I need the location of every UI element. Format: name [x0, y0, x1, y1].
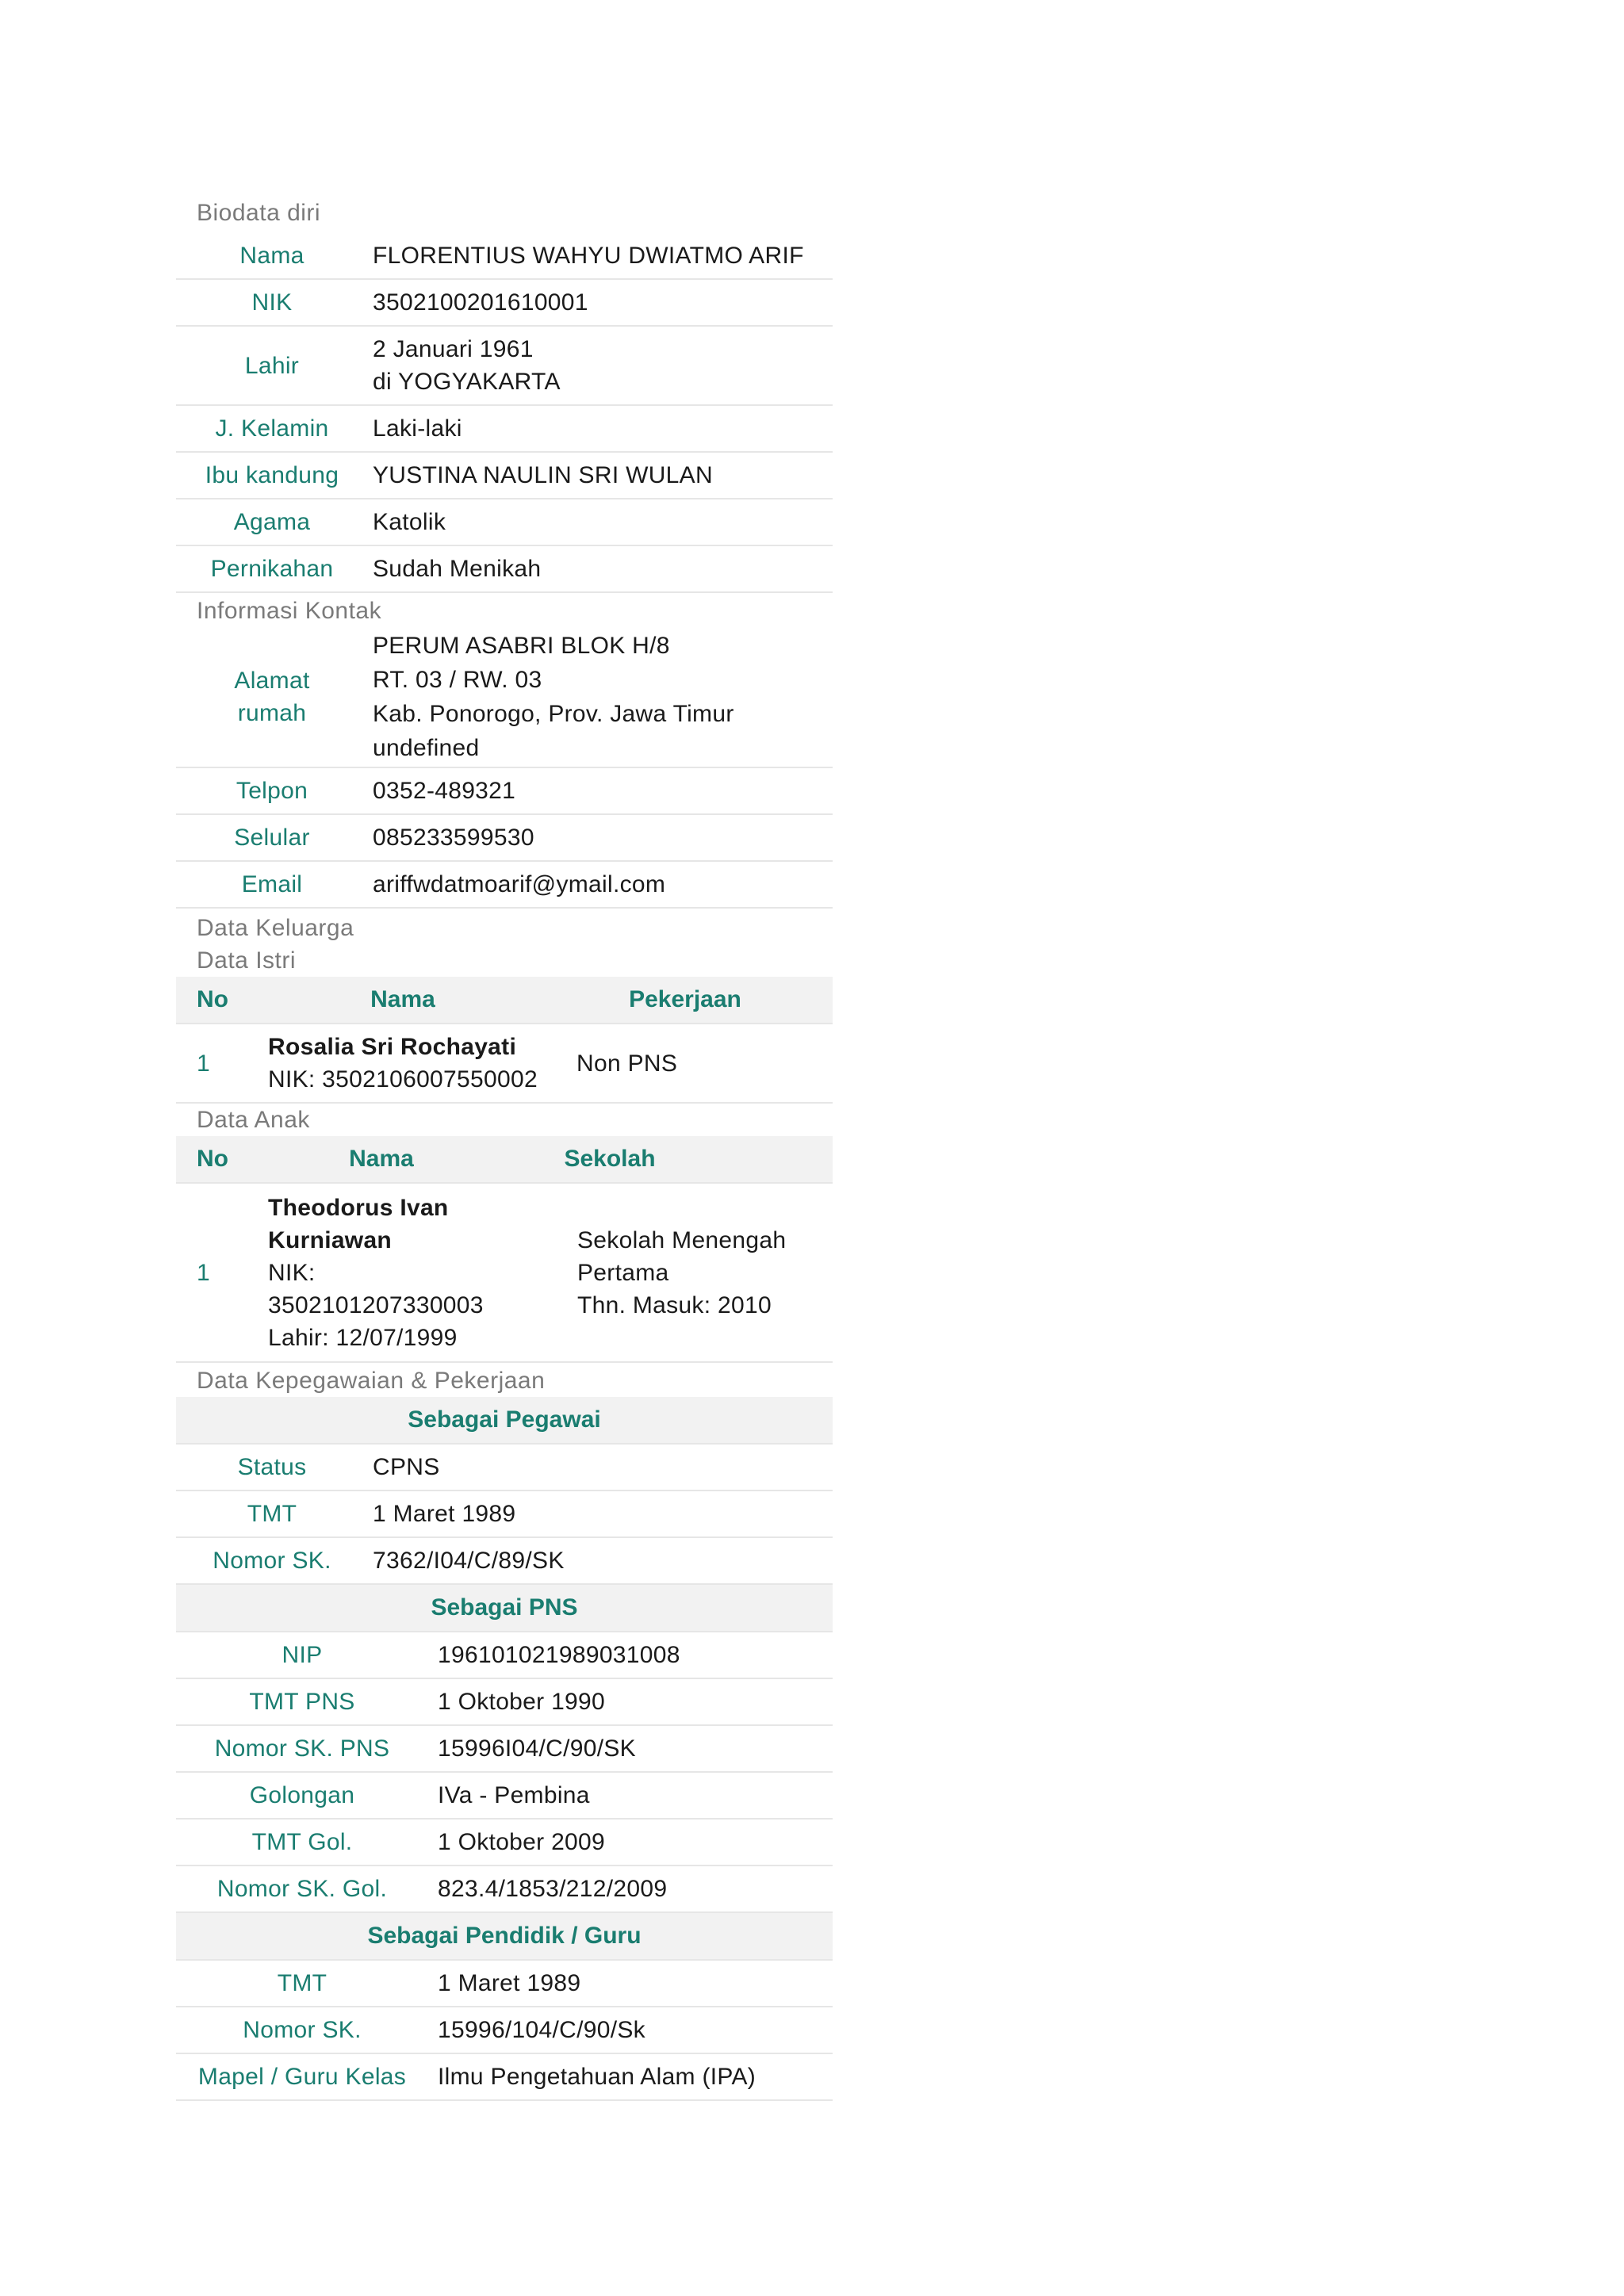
field-value: 15996/104/C/90/Sk: [438, 2017, 645, 2043]
field-row-email: [176, 862, 833, 909]
field-value: CPNS: [373, 1454, 440, 1480]
field-row-agama: [176, 499, 833, 546]
anak-table-header: [176, 1136, 833, 1184]
field-label: Lahir: [244, 352, 300, 379]
istri-no: 1: [197, 1050, 210, 1077]
field-value: 0352-489321: [373, 778, 516, 804]
anak-no: 1: [197, 1259, 210, 1286]
anak-sekolah: Sekolah Menengah: [577, 1226, 787, 1253]
field-row-nik: [176, 280, 833, 327]
field-label: Selular: [234, 825, 310, 851]
field-row-nip: [176, 1632, 833, 1679]
col-nama: Nama: [349, 1146, 414, 1172]
field-value: [368, 333, 833, 398]
field-row-status: [176, 1445, 833, 1491]
field-value: 823.4/1853/212/2009: [438, 1876, 668, 1902]
field-row-alamat: [176, 627, 833, 768]
section-kontak-heading: Informasi Kontak: [197, 598, 382, 624]
birth-date: 2 Januari 1961: [373, 336, 534, 362]
band-sebagai-pegawai: Sebagai Pegawai: [176, 1397, 833, 1445]
email-value: ariffwdatmoarif@ymail.com: [373, 871, 666, 897]
field-row-kelamin: [176, 406, 833, 453]
field-row-tmt-pns: [176, 1679, 833, 1726]
field-value: Laki-laki: [373, 415, 462, 442]
field-row-guru-nomor-sk: [176, 2007, 833, 2054]
field-label: TMT PNS: [249, 1689, 355, 1715]
field-value: 3502100201610001: [373, 289, 588, 316]
field-value: 1 Oktober 2009: [438, 1829, 606, 1855]
field-label: Ibu kandung: [205, 462, 339, 488]
address-value: [368, 629, 833, 765]
section-istri-heading: Data Istri: [197, 947, 297, 974]
address-line: undefined: [373, 735, 480, 761]
field-label: Status: [237, 1454, 307, 1480]
field-label: NIK: [251, 289, 293, 316]
field-value: 085233599530: [373, 825, 534, 851]
field-value: 196101021989031008: [438, 1642, 680, 1668]
field-label: Nomor SK.: [243, 2017, 362, 2043]
field-value: Katolik: [373, 509, 446, 535]
field-value: IVa - Pembina: [438, 1782, 590, 1808]
field-row-ibu: [176, 453, 833, 499]
col-nama: Nama: [370, 986, 435, 1012]
field-row-selular: [176, 815, 833, 862]
anak-nik: 3502101207330003: [268, 1292, 484, 1318]
field-row-nama: [176, 232, 833, 280]
anak-nama-cell: [268, 1192, 577, 1354]
field-label: [176, 664, 368, 729]
birth-place: di YOGYAKARTA: [373, 369, 561, 395]
field-row-nomor-sk: [176, 1538, 833, 1585]
field-label: Telpon: [236, 778, 308, 804]
col-no: No: [197, 1146, 228, 1172]
label-line: rumah: [237, 700, 307, 726]
field-value: 1 Maret 1989: [373, 1501, 516, 1527]
field-label: J. Kelamin: [215, 415, 329, 442]
field-label: TMT Gol.: [251, 1829, 353, 1855]
section-biodata-heading: Biodata diri: [197, 200, 321, 226]
band-sebagai-guru: Sebagai Pendidik / Guru: [176, 1913, 833, 1961]
field-row-guru-tmt: [176, 1961, 833, 2007]
anak-nama: Kurniawan: [268, 1226, 393, 1253]
field-row-nomor-sk-gol: [176, 1866, 833, 1913]
field-label: Golongan: [249, 1782, 355, 1808]
field-value: 1 Oktober 1990: [438, 1689, 606, 1715]
field-label: Nomor SK. Gol.: [216, 1876, 388, 1902]
address-line: Kab. Ponorogo, Prov. Jawa Timur: [373, 701, 734, 727]
field-row-tmt-gol: [176, 1820, 833, 1866]
field-label: NIP: [282, 1642, 323, 1668]
istri-pekerjaan: Non PNS: [576, 1050, 678, 1077]
anak-sekolah: Pertama: [577, 1259, 669, 1286]
anak-lahir: Lahir: 12/07/1999: [268, 1324, 458, 1351]
field-label: Mapel / Guru Kelas: [197, 2064, 407, 2090]
field-label: Nomor SK.: [213, 1548, 331, 1574]
label-line: Alamat: [234, 668, 310, 694]
istri-row: [176, 1024, 833, 1104]
field-row-tmt: [176, 1491, 833, 1538]
field-label: Agama: [233, 509, 311, 535]
istri-table-header: [176, 977, 833, 1024]
section-keluarga-heading: Data Keluarga: [197, 915, 354, 941]
anak-tahun-masuk: Thn. Masuk: 2010: [577, 1292, 772, 1318]
col-sekolah: Sekolah: [564, 1146, 656, 1172]
field-row-pernikahan: [176, 546, 833, 593]
anak-nama: Theodorus Ivan: [268, 1194, 449, 1221]
field-label: Nomor SK. PNS: [214, 1735, 390, 1762]
field-value: 15996I04/C/90/SK: [438, 1735, 636, 1762]
field-row-telpon: [176, 768, 833, 815]
field-label: Email: [241, 871, 303, 897]
field-value: Ilmu Pengetahuan Alam (IPA): [438, 2064, 756, 2090]
section-kepegawaian-heading: Data Kepegawaian & Pekerjaan: [197, 1368, 546, 1394]
biodata-document: [176, 197, 833, 2101]
field-row-lahir: [176, 327, 833, 406]
istri-nama: Rosalia Sri Rochayati: [268, 1034, 517, 1060]
band-sebagai-pns: Sebagai PNS: [176, 1585, 833, 1632]
field-value: 7362/I04/C/89/SK: [373, 1548, 565, 1574]
istri-nama-cell: [268, 1031, 576, 1096]
section-anak-heading: Data Anak: [197, 1107, 310, 1133]
field-value: YUSTINA NAULIN SRI WULAN: [373, 462, 713, 488]
col-no: No: [197, 986, 228, 1012]
anak-sekolah-cell: [577, 1224, 786, 1322]
field-label: TMT: [277, 1970, 327, 1996]
field-value: Sudah Menikah: [373, 556, 542, 582]
field-value: 1 Maret 1989: [438, 1970, 581, 1996]
istri-nik: NIK: 3502106007550002: [268, 1066, 538, 1093]
field-label: Pernikahan: [210, 556, 334, 582]
anak-row: [176, 1184, 833, 1363]
address-line: PERUM ASABRI BLOK H/8: [373, 633, 670, 659]
address-line: RT. 03 / RW. 03: [373, 667, 542, 693]
field-value: FLORENTIUS WAHYU DWIATMO ARIF: [373, 242, 804, 269]
col-pekerjaan: Pekerjaan: [629, 986, 741, 1012]
field-label: Nama: [239, 242, 304, 269]
field-row-nomor-sk-pns: [176, 1726, 833, 1773]
field-row-golongan: [176, 1773, 833, 1820]
field-label: TMT: [247, 1501, 297, 1527]
anak-nik-label: NIK:: [268, 1259, 316, 1286]
field-row-mapel: [176, 2054, 833, 2101]
